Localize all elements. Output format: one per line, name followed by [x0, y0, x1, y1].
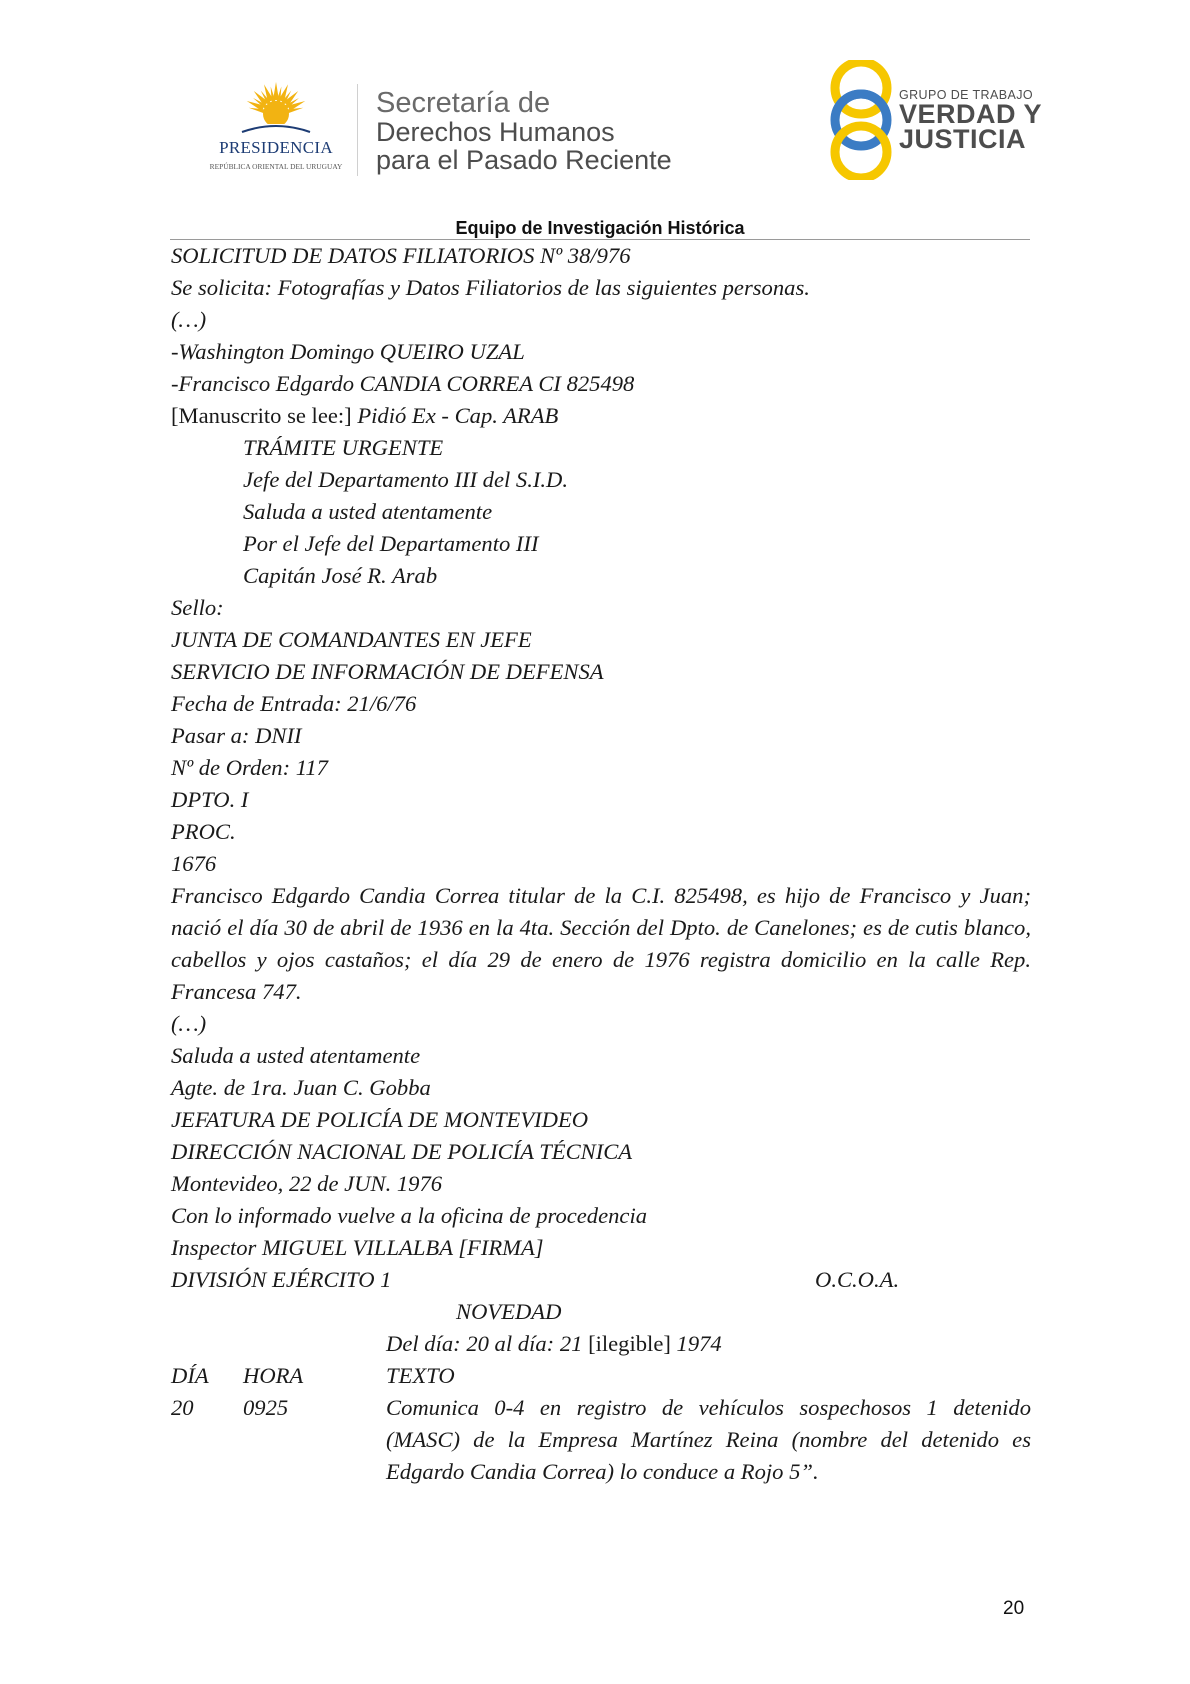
secretaria-line-2: Derechos Humanos — [376, 117, 615, 147]
header-divider — [357, 84, 358, 176]
addressee-line: Jefe del Departamento III del S.I.D. — [243, 467, 568, 492]
request-subject: Se solicita: Fotografías y Datos Filiatorios de las siguientes personas. — [171, 275, 810, 300]
date-range-a: Del día: 20 al día: 21 — [386, 1331, 589, 1356]
date-range-row — [171, 1328, 1031, 1360]
novedad-row — [171, 1296, 1031, 1328]
date-range-illegible: [ilegible] — [588, 1331, 671, 1356]
table-row — [171, 1392, 1031, 1488]
proc-line: PROC. — [171, 819, 236, 844]
col-texto: TEXTO — [386, 1363, 455, 1388]
presidencia-subtitle: REPÚBLICA ORIENTAL DEL URUGUAY — [209, 162, 343, 171]
sun-icon — [238, 80, 314, 138]
report-paragraph: Francisco Edgardo Candia Correa titular de la C.I. 825498, es hijo de Francisco y Juan; nació el día 30 de abril de 1936 en la 4ta. Sección del Dpto. de Canelones; es de cutis blanco, cabellos y ojos castaños; el día 29 de enero de 1976 registra domicilio en la calle Rep. Francesa 747. — [171, 883, 1031, 1004]
ellipsis-line: (…) — [171, 307, 207, 332]
entry-date: Fecha de Entrada: 21/6/76 — [171, 691, 417, 716]
technical-police-line: DIRECCIÓN NACIONAL DE POLICÍA TÉCNICA — [171, 1139, 633, 1164]
grupo-line-3: JUSTICIA — [899, 124, 1027, 154]
request-title: SOLICITUD DE DATOS FILIATORIOS Nº 38/976 — [171, 243, 631, 268]
col-dia: DÍA — [171, 1363, 209, 1388]
secretaria-title — [376, 88, 672, 174]
secretaria-line-1: Secretaría de — [376, 87, 551, 119]
signatory-line-1: Por el Jefe del Departamento III — [243, 531, 539, 556]
manuscript-note: [Manuscrito se lee:] — [171, 403, 352, 428]
grupo-line-1: GRUPO DE TRABAJO — [899, 88, 1033, 102]
division-row — [171, 1264, 1031, 1296]
rings-icon — [826, 60, 896, 180]
division-label: DIVISIÓN EJÉRCITO 1 — [171, 1267, 392, 1292]
inspector-line: Inspector MIGUEL VILLALBA [FIRMA] — [171, 1235, 544, 1260]
agent-line: Agte. de 1ra. Juan C. Gobba — [171, 1075, 431, 1100]
date-line: Montevideo, 22 de JUN. 1976 — [171, 1171, 443, 1196]
presidencia-name: PRESIDENCIA — [219, 138, 333, 157]
ellipsis-line-2: (…) — [171, 1011, 207, 1036]
row-hora: 0925 — [243, 1395, 289, 1420]
secretaria-line-3: para el Pasado Reciente — [376, 145, 672, 175]
ocoa-label: O.C.O.A. — [815, 1267, 900, 1292]
person-line-1: -Washington Domingo QUEIRO UZAL — [171, 339, 525, 364]
stamp-label: Sello: — [171, 595, 224, 620]
date-range — [386, 1328, 722, 1360]
grupo-line-2: VERDAD Y — [899, 99, 1043, 129]
manuscript-line — [171, 400, 1031, 432]
team-title: Equipo de Investigación Histórica — [455, 218, 745, 238]
number-line: 1676 — [171, 851, 217, 876]
signatory-line-2: Capitán José R. Arab — [243, 563, 438, 588]
grupo-trabajo-title — [899, 88, 1042, 152]
page-header — [0, 0, 1190, 238]
department: DPTO. I — [171, 787, 249, 812]
greeting-line-2: Saluda a usted atentamente — [171, 1043, 421, 1068]
date-range-year: 1974 — [670, 1331, 722, 1356]
table-header-row — [171, 1360, 1031, 1392]
pass-to: Pasar a: DNII — [171, 723, 302, 748]
person-line-2: -Francisco Edgardo CANDIA CORREA CI 825498 — [171, 371, 635, 396]
row-texto: Comunica 0-4 en registro de vehículos sospechosos 1 detenido (MASC) de la Empresa Martínez Reina (nombre del detenido es Edgardo Candia Correa) lo conduce a Rojo 5”. — [386, 1395, 1031, 1484]
stamp-line-2: SERVICIO DE INFORMACIÓN DE DEFENSA — [171, 659, 604, 684]
return-line: Con lo informado vuelve a la oficina de procedencia — [171, 1203, 648, 1228]
police-hq-line: JEFATURA DE POLICÍA DE MONTEVIDEO — [171, 1107, 589, 1132]
manuscript-text: Pidió Ex - Cap. ARAB — [351, 403, 559, 428]
novedad-label: NOVEDAD — [456, 1299, 562, 1324]
greeting-line: Saluda a usted atentamente — [243, 499, 493, 524]
page-number: 20 — [1003, 1598, 1025, 1619]
urgent-line: TRÁMITE URGENTE — [243, 435, 444, 460]
document-body — [171, 240, 1031, 1488]
stamp-line-1: JUNTA DE COMANDANTES EN JEFE — [171, 627, 532, 652]
presidencia-logo — [196, 80, 356, 180]
row-dia: 20 — [171, 1395, 194, 1420]
col-hora: HORA — [243, 1363, 304, 1388]
order-number: Nº de Orden: 117 — [171, 755, 328, 780]
